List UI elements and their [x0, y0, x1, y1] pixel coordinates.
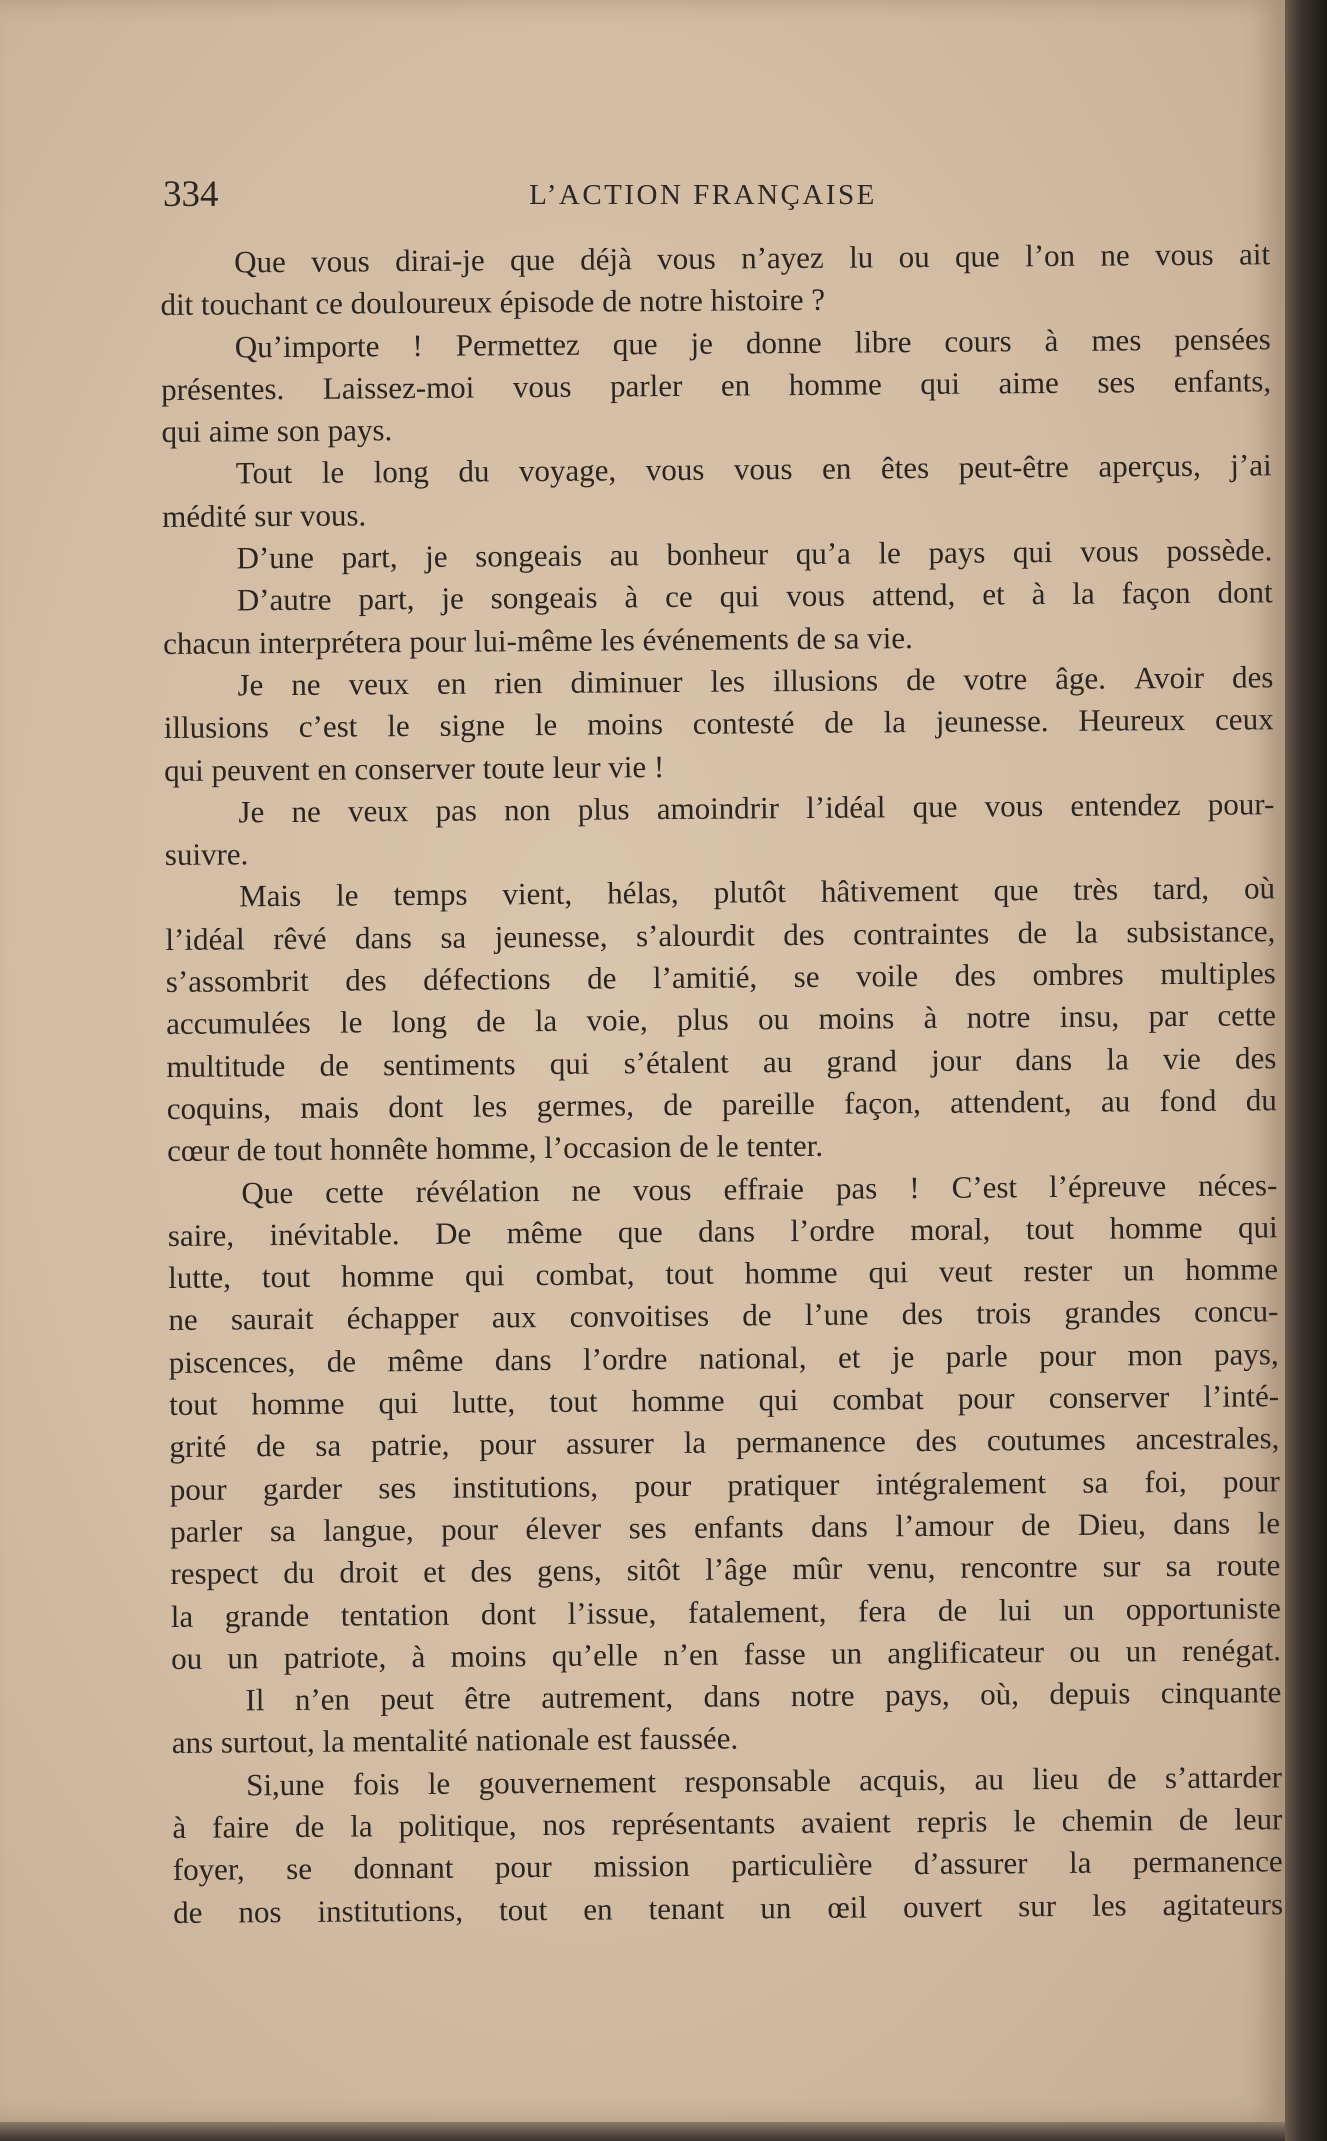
page-number: 334 — [163, 174, 219, 215]
text-line: s’assombrit des défections de l’amitié, se voile des ombres multiples — [165, 955, 1276, 1000]
text-line: la grande tentation dont l’issue, fatalement, fera de lui un opportuniste — [170, 1589, 1281, 1634]
text-line: pour garder ses institutions, pour pratiquer intégralement sa foi, pour — [169, 1462, 1280, 1507]
text-line: Si,une fois le gouvernement responsable acquis, au lieu de s’attarder — [245, 1758, 1283, 1803]
text-line: Qu’importe ! Permettez que je donne libre cours à mes pensées — [234, 320, 1271, 365]
text-line: Mais le temps vient, hélas, plutôt hâtivement que très tard, où — [239, 870, 1276, 914]
text-line: de nos institutions, tout en tenant un œil ouvert sur les agitateurs — [172, 1885, 1284, 1930]
text-line: saire, inévitable. De même que dans l’ordre moral, tout homme qui — [167, 1209, 1278, 1253]
text-line: Je ne veux pas non plus amoindrir l’idéal que vous entendez pour- — [238, 786, 1275, 830]
text-line: à faire de la politique, nos représentants avaient repris le chemin de leur — [172, 1801, 1283, 1845]
text-line: qui peuvent en conserver toute leur vie ! — [164, 748, 665, 788]
text-line: Je ne veux en rien diminuer les illusions de votre âge. Avoir des — [237, 659, 1274, 703]
text-line: lutte, tout homme qui combat, tout homme qui veut rester un homme — [167, 1251, 1279, 1296]
text-line: respect du droit et des gens, sitôt l’âge mûr venu, rencontre sur sa route — [170, 1547, 1281, 1592]
book-spine — [1285, 0, 1327, 2141]
text-line: grité de sa patrie, pour assurer la permanence des coutumes ancestrales, — [169, 1420, 1280, 1465]
text-line: Que cette révélation ne vous effraie pas ! C’est l’épreuve néces- — [241, 1166, 1278, 1210]
text-line: ou un patriote, à moins qu’elle n’en fasse un anglificateur ou un renégat. — [170, 1632, 1282, 1676]
text-line: foyer, se donnant pour mission particulière d’assurer la permanence — [172, 1843, 1283, 1888]
page-bottom-edge — [0, 2122, 1285, 2141]
text-line: chacun interprétera pour lui-même les événements de sa vie. — [163, 619, 913, 661]
text-line: tout homme qui lutte, tout homme qui combat pour conserver l’inté- — [168, 1378, 1280, 1422]
text-line: dit touchant ce douloureux épisode de notre histoire ? — [160, 282, 826, 323]
text-line: l’idéal rêvé dans sa jeunesse, s’alourdit des contraintes de la subsistance, — [165, 913, 1276, 957]
text-line: Que vous dirai-je que déjà vous n’ayez lu ou que l’on ne vous ait — [234, 236, 1271, 280]
text-line: accumulées le long de la voie, plus ou moins à notre insu, par cette — [166, 997, 1277, 1042]
text-line: multitude de sentiments qui s’étalent au grand jour dans la vie des — [166, 1039, 1277, 1084]
text-line: présentes. Laissez-moi vous parler en homme qui aime ses enfants, — [161, 363, 1272, 407]
text-line: Tout le long du voyage, vous vous en êtes peut-être aperçus, j’ai — [235, 447, 1272, 491]
text-line: coquins, mais dont les germes, de pareille façon, attendent, au fond du — [166, 1082, 1277, 1126]
text-line: ne saurait échapper aux convoitises de l’une des trois grandes concu- — [168, 1293, 1279, 1338]
body-text — [160, 233, 1283, 1934]
text-line: médité sur vous. — [162, 497, 367, 534]
running-head — [163, 170, 1243, 220]
text-line: piscences, de même dans l’ordre national, et je parle pour mon pays, — [168, 1335, 1279, 1380]
text-line: D’autre part, je songeais à ce qui vous attend, et à la façon dont — [236, 574, 1273, 618]
text-line: illusions c’est le signe le moins contesté de la jeunesse. Heureux ceux — [163, 701, 1274, 746]
text-line: suivre. — [164, 836, 249, 873]
text-line: ans surtout, la mentalité nationale est faussée. — [171, 1720, 739, 1761]
page-header-title: L’ACTION FRANÇAISE — [529, 179, 877, 211]
text-line: D’une part, je songeais au bonheur qu’a le pays qui vous possède. — [236, 532, 1273, 576]
text-line: Il n’en peut être autrement, dans notre pays, où, depuis cinquante — [245, 1674, 1282, 1718]
text-line: cœur de tout honnête homme, l’occasion de le tenter. — [166, 1128, 824, 1169]
text-line: qui aime son pays. — [161, 412, 393, 450]
text-line: parler sa langue, pour élever ses enfants dans l’amour de Dieu, dans le — [169, 1505, 1281, 1549]
